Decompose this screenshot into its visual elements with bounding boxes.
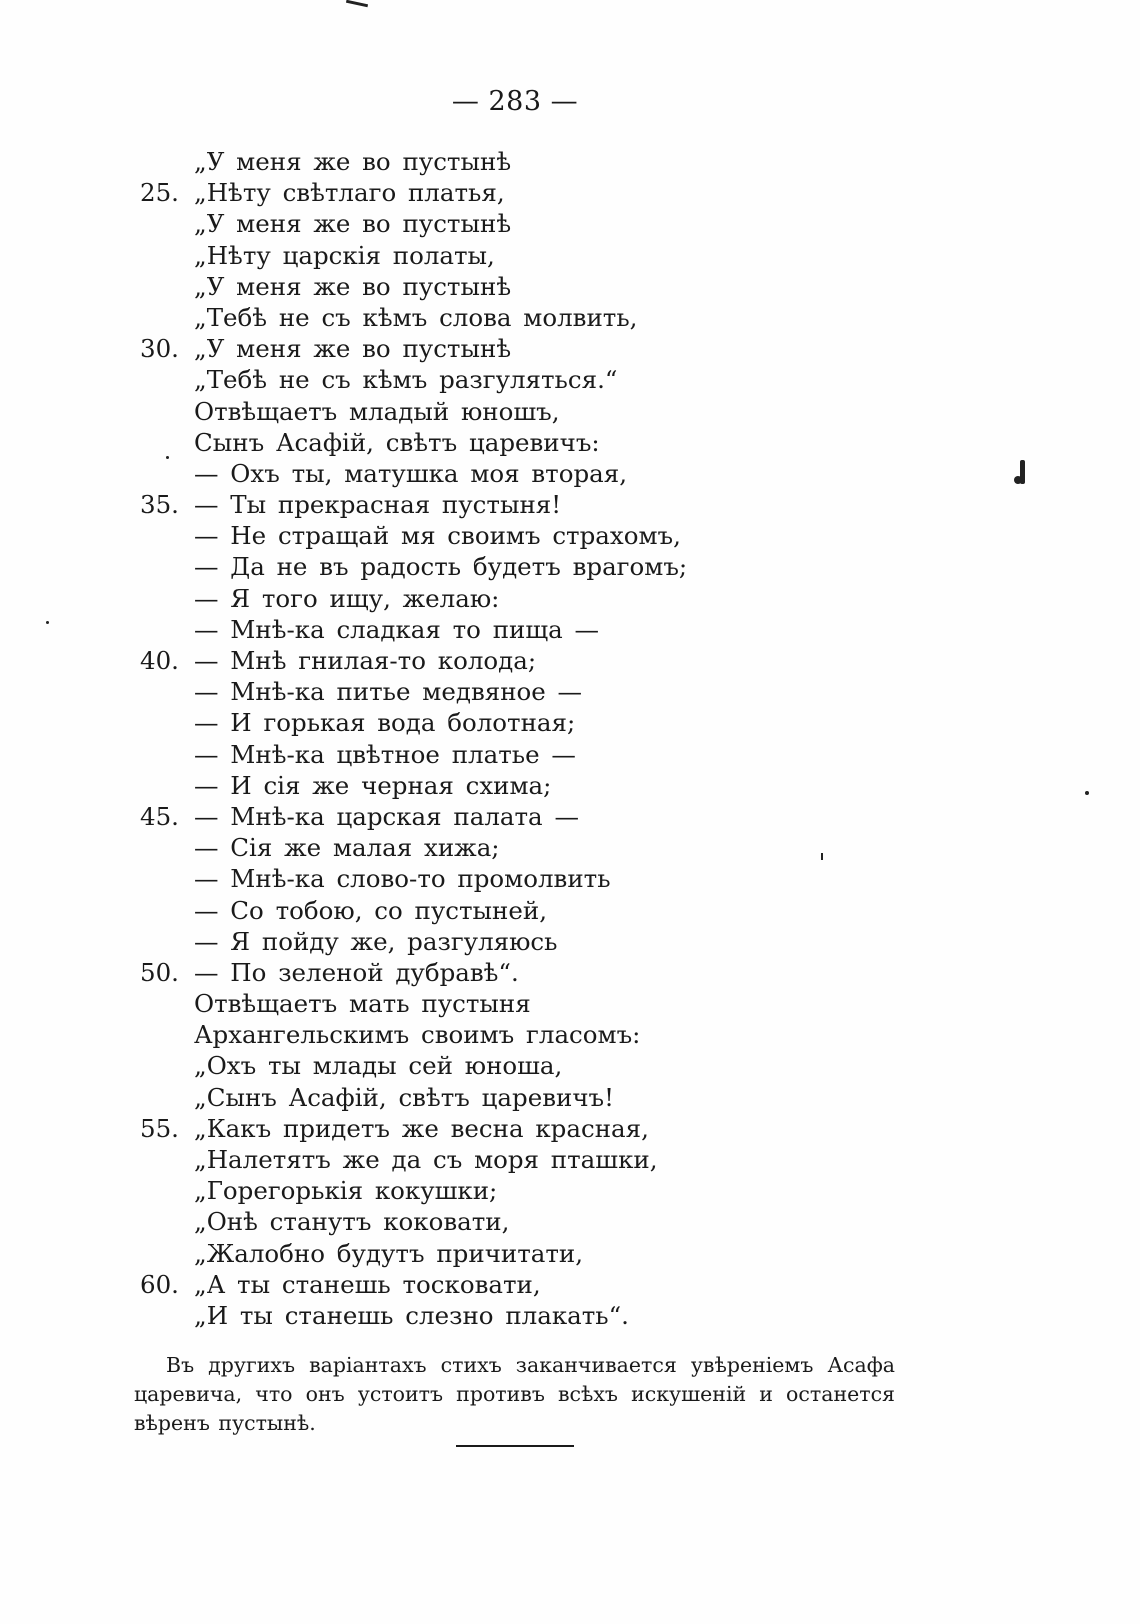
note-text: Въ другихъ варіантахъ стихъ заканчивается увѣреніемъ Асафа царевича, что онъ устоитъ противъ всѣхъ искушеній и останется вѣренъ пустынѣ. [134,1353,895,1435]
verse-text: — Ты прекрасная пустыня! [194,490,562,520]
verse-text: „Налетятъ же да съ моря пташки, [194,1145,658,1174]
verse-line [0,271,1140,302]
verse-text: „Онѣ станутъ коковати, [194,1207,510,1237]
verse-number: 30. [140,334,179,364]
verse-line [0,614,1140,645]
verse-line [0,1050,1140,1081]
verse-text: — Сія же малая хижа; [194,833,500,863]
verse-text: — Мнѣ-ка сладкая то пища — [194,614,600,644]
verse-text: „Какъ придетъ же весна красная, [194,1113,649,1143]
verse-text: „И ты станешь слезно плакать“. [194,1300,629,1330]
verse-line [0,458,1140,489]
verse-number: 40. [140,646,179,675]
verse-text: — Со тобою, со пустыней, [194,895,548,925]
verse-text: — Я пойду же, разгуляюсь [194,926,558,956]
verse-line [0,427,1140,458]
verse-text: „У меня же во пустынѣ [194,147,512,176]
verse-line [0,146,1140,177]
verse-line [0,926,1140,957]
scan-mark [821,853,823,860]
verse-text: Отвѣщаетъ мать пустыня [194,989,531,1019]
verse-line [0,770,1140,801]
verse-text: „А ты станешь тосковати, [194,1269,541,1299]
verse-text: „У меня же во пустынѣ [194,271,512,301]
verse-text: — Мнѣ-ка слово-то промолвить [194,864,611,894]
verse-text: — Охъ ты, матушка моя вторая, [194,458,627,488]
verse-text: — По зеленой дубравѣ“. [194,957,519,987]
verse-text: „У меня же во пустынѣ [194,334,512,364]
verse-text: — Мнѣ-ка царская палата — [194,801,579,831]
verse-line [0,957,1140,988]
verse-number: 50. [140,957,179,987]
verse-text: — Я того ищу, желаю: [194,583,500,613]
verse-text: „У меня же во пустынѣ [194,209,512,239]
page-number: — 283 — [451,86,579,117]
verse-line [0,1144,1140,1175]
scan-mark [1014,476,1022,484]
verse-text: — Мнѣ-ка цвѣтное платье — [194,739,576,769]
verse-block [0,146,1140,1331]
verse-line [0,364,1140,395]
verse-line [0,707,1140,738]
verse-number: 60. [140,1269,179,1299]
verse-text: — Да не въ радость будетъ врагомъ; [194,552,688,582]
verse-line [0,988,1140,1019]
verse-line [0,801,1140,832]
verse-line [0,1238,1140,1269]
verse-number: 25. [140,178,179,208]
verse-line [0,1300,1140,1331]
verse-line [0,739,1140,770]
verse-text: „Охъ ты млады сей юноша, [194,1051,563,1081]
verse-text: „Нѣту свѣтлаго платья, [194,178,505,208]
verse-line [0,520,1140,551]
editorial-note [134,1351,895,1438]
verse-line [0,863,1140,894]
verse-text: Архангельскимъ своимъ гласомъ: [194,1020,641,1050]
scan-mark [346,0,368,7]
verse-text: Сынъ Асафій, свѣтъ царевичъ: [194,427,600,457]
verse-text: „Нѣту царскія полаты, [194,240,495,270]
verse-line [0,645,1140,676]
verse-line [0,1269,1140,1300]
verse-text: „Тебѣ не съ кѣмъ разгуляться.“ [194,365,618,395]
verse-text: „Сынъ Асафій, свѣтъ царевичъ! [194,1082,614,1112]
verse-line [0,240,1140,271]
verse-text: — И горькая вода болотная; [194,708,576,738]
verse-text: Отвѣщаетъ младый юношъ, [194,396,560,426]
scan-mark [166,456,169,459]
verse-text: — Мнѣ-ка питье медвяное — [194,677,583,707]
verse-line [0,1206,1140,1237]
verse-line [0,895,1140,926]
verse-line [0,1019,1140,1050]
verse-line [0,1175,1140,1206]
verse-line [0,302,1140,333]
verse-line [0,208,1140,239]
verse-line [0,583,1140,614]
verse-text: — И сія же черная схима; [194,770,552,800]
verse-line [0,1113,1140,1144]
verse-text: „Тебѣ не съ кѣмъ слова молвить, [194,302,638,332]
verse-line [0,177,1140,208]
verse-text: — Не стращай мя своимъ страхомъ, [194,521,681,551]
scan-mark [46,621,49,624]
end-rule [456,1445,574,1447]
verse-number: 55. [140,1113,179,1143]
verse-line [0,333,1140,364]
verse-line [0,676,1140,707]
verse-line [0,1082,1140,1113]
verse-number: 45. [140,801,179,831]
verse-line [0,489,1140,520]
verse-text: „Горегорькія кокушки; [194,1176,498,1206]
verse-line [0,551,1140,582]
verse-line [0,832,1140,863]
verse-line [0,396,1140,427]
verse-text: — Мнѣ гнилая-то колода; [194,646,537,675]
scan-mark [1085,791,1089,795]
verse-number: 35. [140,490,179,520]
verse-text: „Жалобно будутъ причитати, [194,1238,584,1268]
